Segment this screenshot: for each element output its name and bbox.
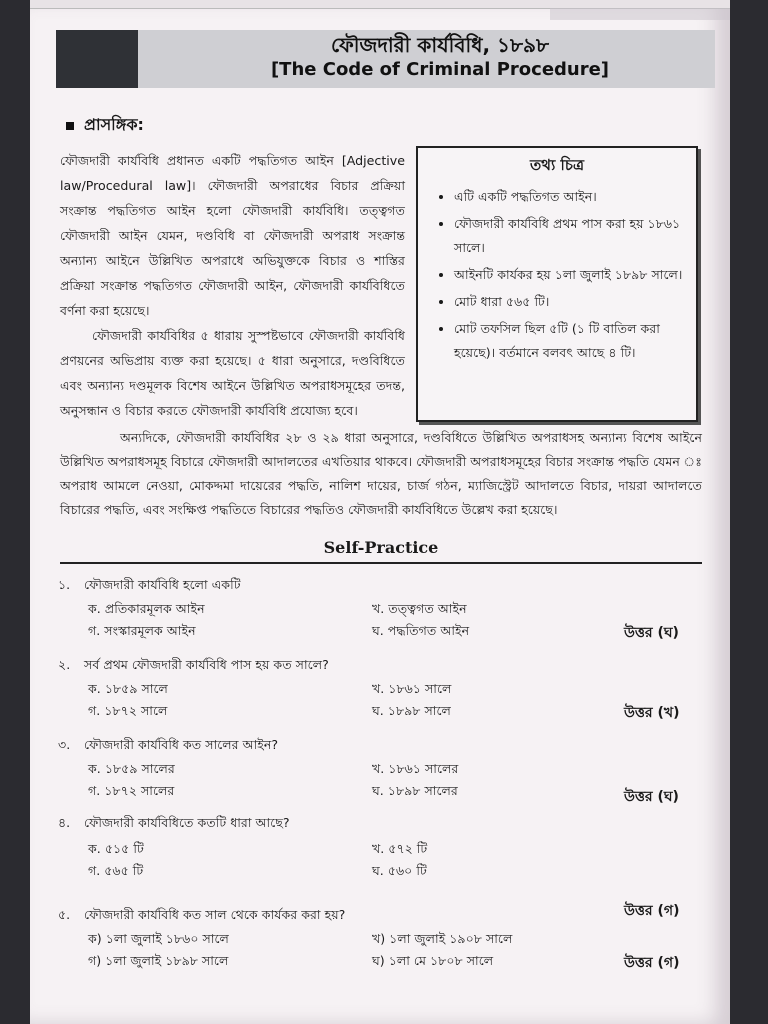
- fact-item: • ফৌজদারী কার্যবিধি প্রথম পাস করা হয় ১৮৬১ সালে।: [454, 212, 684, 260]
- option-ga: গ. ১৮৭২ সালের: [88, 783, 175, 798]
- continuation-text: [60, 426, 702, 522]
- fact-item: • এটি একটি পদ্ধতিগত আইন।: [454, 185, 684, 209]
- option-ka: ক) ১লা জুলাই ১৮৬০ সালে: [88, 931, 229, 946]
- question-text: ফৌজদারী কার্যবিধি কত সালের আইন?: [84, 737, 279, 752]
- option-kha: খ) ১লা জুলাই ১৯০৮ সালে: [372, 931, 513, 946]
- chapter-header-dark-block: [56, 30, 138, 88]
- option-ga: গ. ৫৬৫ টি: [88, 863, 144, 878]
- answer-label: উত্তর (ঘ): [624, 789, 679, 805]
- option-ka: ক. প্রতিকারমূলক আইন: [88, 601, 205, 616]
- option-ga: গ. ১৮৭২ সালে: [88, 703, 168, 718]
- bleed-through-shade: [550, 8, 730, 20]
- fact-item: • আইনটি কার্যকর হয় ১লা জুলাই ১৮৯৮ সালে।: [454, 263, 684, 287]
- section-heading: [66, 112, 144, 139]
- answer-label: উত্তর (ঘ): [624, 625, 679, 641]
- fact-item: • মোট ধারা ৫৬৫ টি।: [454, 290, 684, 314]
- self-practice-title: Self-Practice: [323, 538, 439, 557]
- fact-box-title: তথ্য চিত্র: [530, 156, 584, 174]
- option-kha: খ. ১৮৬১ সালের: [372, 761, 459, 776]
- option-ga: গ) ১লা জুলাই ১৮৯৮ সালে: [88, 953, 229, 968]
- question-5: [58, 904, 706, 974]
- question-2: [58, 654, 706, 724]
- intro-text: [60, 148, 405, 423]
- question-number: ২.: [58, 657, 71, 672]
- option-gha: ঘ. পদ্ধতিগত আইন: [372, 623, 470, 638]
- option-ka: ক. ১৮৫৯ সালের: [88, 761, 175, 776]
- intro-paragraph: অন্যদিকে, ফৌজদারী কার্যবিধির ২৮ ও ২৯ ধারা অনুসারে, দণ্ডবিধিতে উল্লিখিত অপরাধসহ অন্যান্য বিশেষ আইনে উল্লিখিত অপরাধসমূহ বিচারে ফৌজদারী আদালতের এখতিয়ার থাকবে। ফৌজদারী অপরাধসমূহের বিচার সংক্রান্ত পদ্ধতি যেমন ঃ অপরাধ আমলে নেওয়া, মোকদ্দমা দায়েরের পদ্ধতি, নালিশ দায়ের, চার্জ গঠন, ম্যাজিস্ট্রেট আদালতে বিচার, দায়রা আদালতে বিচারের পদ্ধতি, এবং সংক্ষিপ্ত পদ্ধতিতে বিচারের পদ্ধতিও ফৌজদারী কার্যবিধিতে উল্লেখ করা হয়েছে।: [60, 430, 702, 517]
- answer-label: উত্তর (খ): [624, 705, 680, 721]
- square-bullet-icon: [66, 122, 74, 130]
- question-text: সর্ব প্রথম ফৌজদারী কার্যবিধি পাস হয় কত সালে?: [84, 657, 329, 672]
- option-kha: খ. ৫৭২ টি: [372, 841, 428, 856]
- chapter-title-bengali: ফৌজদারী কার্যবিধি, ১৮৯৮: [331, 33, 549, 57]
- option-gha: ঘ. ১৮৯৮ সালে: [372, 703, 451, 718]
- question-text: ফৌজদারী কার্যবিধি হলো একটি: [84, 577, 241, 592]
- self-practice-rule: [60, 562, 702, 564]
- intro-paragraph: ফৌজদারী কার্যবিধির ৫ ধারায় সুস্পষ্টভাবে ফৌজদারী কার্যবিধি প্রণয়নের অভিপ্রায় ব্যক্ত করা হয়েছে। ৫ ধারা অনুসারে, দণ্ডবিধিতে এবং অন্যান্য দণ্ডমূলক বিশেষ আইনে উল্লিখিত অপরাধসমূহের তদন্ত, অনুসন্ধান ও বিচার করতে ফৌজদারী কার্যবিধি প্রযোজ্য হবে।: [60, 328, 405, 418]
- question-number: ৪.: [58, 815, 71, 830]
- answer-label: উত্তর (গ): [624, 903, 680, 919]
- option-kha: খ. ১৮৬১ সালে: [372, 681, 452, 696]
- fact-list: [418, 185, 696, 365]
- option-gha: ঘ. ১৮৯৮ সালের: [372, 783, 458, 798]
- fact-item: • মোট তফসিল ছিল ৫টি (১ টি বাতিল করা হয়েছে)। বর্তমানে বলবৎ আছে ৪ টি।: [454, 317, 684, 365]
- option-ka: ক. ৫১৫ টি: [88, 841, 144, 856]
- question-text: ফৌজদারী কার্যবিধি কত সাল থেকে কার্যকর করা হয়?: [84, 907, 346, 922]
- question-3: [58, 734, 706, 804]
- option-ka: ক. ১৮৫৯ সালে: [88, 681, 168, 696]
- fact-box: [416, 146, 698, 422]
- option-gha: ঘ) ১লা মে ১৮০৮ সালে: [372, 953, 494, 968]
- option-kha: খ. তত্ত্বগত আইন: [372, 601, 467, 616]
- option-ga: গ. সংস্কারমূলক আইন: [88, 623, 196, 638]
- intro-paragraph: ফৌজদারী কার্যবিধি প্রধানত একটি পদ্ধতিগত আইন [Adjective law/Procedural law]। ফৌজদারী অপরাধের বিচার প্রক্রিয়া সংক্রান্ত পদ্ধতিগত আইন হলো ফৌজদারী কার্যবিধি। তত্ত্বগত ফৌজদারী আইন যেমন, দণ্ডবিধি বা ফৌজদারী অপরাধ সংক্রান্ত অন্যান্য আইনে উল্লিখিত অপরাধে অভিযুক্তকে বিচার ও শাস্তির প্রক্রিয়া সংক্রান্ত পদ্ধতিগত ফৌজদারী আইন, ফৌজদারী কার্যবিধিতে বর্ণনা করা হয়েছে।: [60, 153, 405, 318]
- question-text: ফৌজদারী কার্যবিধিতে কতটি ধারা আছে?: [84, 815, 290, 830]
- answer-label: উত্তর (গ): [624, 955, 680, 971]
- section-heading-text: প্রাসঙ্গিক:: [84, 115, 144, 134]
- question-number: ১.: [58, 577, 71, 592]
- chapter-title-english: [The Code of Criminal Procedure]: [270, 59, 610, 80]
- question-number: ৫.: [58, 907, 71, 922]
- option-gha: ঘ. ৫৬০ টি: [372, 863, 427, 878]
- question-number: ৩.: [58, 737, 71, 752]
- question-1: [58, 574, 706, 644]
